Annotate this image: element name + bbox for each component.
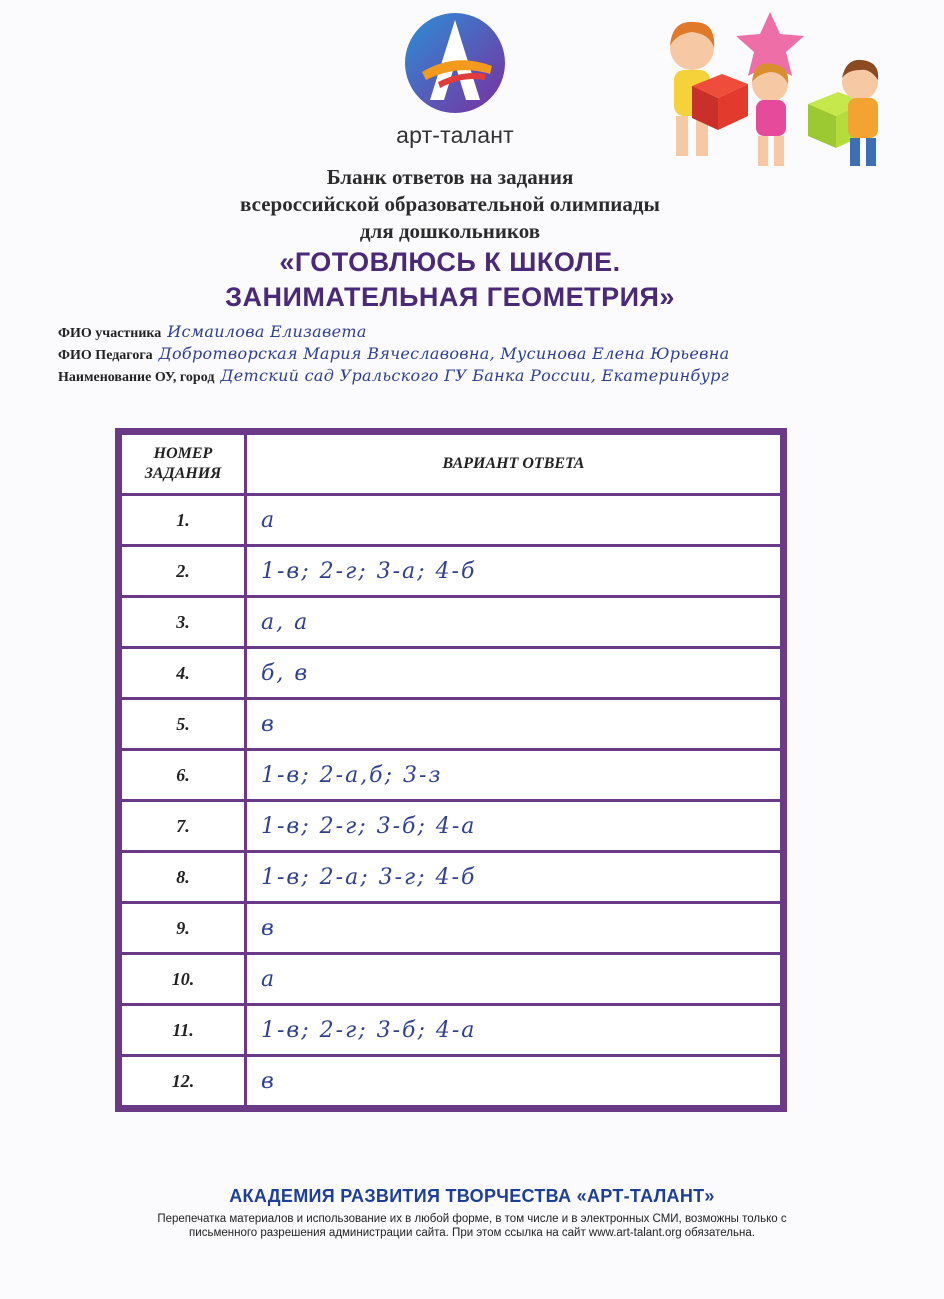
task-answer: в [246, 699, 782, 750]
task-answer: а [246, 954, 782, 1005]
footer-title: АКАДЕМИЯ РАЗВИТИЯ ТВОРЧЕСТВА «АРТ-ТАЛАНТ» [229, 1186, 715, 1206]
task-number: 5. [121, 699, 246, 750]
answer-table [115, 428, 787, 1112]
table-row [121, 495, 782, 546]
task-number: 8. [121, 852, 246, 903]
teacher-row [58, 344, 918, 366]
kids-with-shapes-illustration-icon [652, 8, 892, 173]
table-row [121, 699, 782, 750]
task-answer: 1-в; 2-г; 3-б; 4-а [246, 801, 782, 852]
task-answer: 1-в; 2-г; 3-б; 4-а [246, 1005, 782, 1056]
task-answer: б, в [246, 648, 782, 699]
olympiad-title-1: «ГОТОВЛЮСЬ К ШКОЛЕ. [279, 247, 621, 277]
teacher-value: Добротворская Мария Вячеславовна, Мусинова Елена Юрьевна [158, 344, 730, 363]
table-row [121, 954, 782, 1005]
task-number: 1. [121, 495, 246, 546]
participant-label: ФИО участника [58, 326, 162, 341]
footer-note-line-2: письменного разрешения администрации сайта. При этом ссылка на сайт www.art-talant.org обязательна. [189, 1227, 755, 1239]
table-row [121, 801, 782, 852]
table-row [121, 750, 782, 801]
heading-line-3: для дошкольников [359, 219, 541, 243]
task-number: 11. [121, 1005, 246, 1056]
task-answer: 1-в; 2-г; 3-а; 4-б [246, 546, 782, 597]
task-number: 3. [121, 597, 246, 648]
olympiad-title-2: ЗАНИМАТЕЛЬНАЯ ГЕОМЕТРИЯ» [225, 282, 675, 312]
header-answer: ВАРИАНТ ОТВЕТА [246, 434, 782, 495]
header-task-number: НОМЕР ЗАДАНИЯ [121, 434, 246, 495]
brand-name: арт-талант [396, 122, 514, 148]
task-answer: 1-в; 2-а,б; 3-з [246, 750, 782, 801]
table-row [121, 648, 782, 699]
table-row [121, 597, 782, 648]
table-row [121, 1056, 782, 1107]
task-number: 2. [121, 546, 246, 597]
table-row [121, 852, 782, 903]
participant-value: Исмаилова Елизавета [167, 322, 367, 341]
organization-value: Детский сад Уральского ГУ Банка России, Екатеринбург [220, 366, 730, 385]
task-answer: в [246, 903, 782, 954]
art-talant-logo-icon [400, 8, 510, 118]
footer-copyright-note [80, 1212, 864, 1240]
table-row [121, 903, 782, 954]
task-number: 6. [121, 750, 246, 801]
task-number: 10. [121, 954, 246, 1005]
task-number: 9. [121, 903, 246, 954]
heading-line-2: всероссийской образовательной олимпиады [240, 192, 660, 216]
task-answer: в [246, 1056, 782, 1107]
table-row [121, 546, 782, 597]
teacher-label: ФИО Педагога [58, 348, 153, 363]
task-number: 12. [121, 1056, 246, 1107]
organization-row [58, 366, 918, 388]
footer-note-line-1: Перепечатка материалов и использование их в любой форме, в том числе и в электронных СМИ, возможны только с [157, 1213, 787, 1225]
participant-info [58, 322, 918, 388]
table-row [121, 1005, 782, 1056]
task-answer: а [246, 495, 782, 546]
sheet-heading [120, 164, 780, 315]
participant-row [58, 322, 918, 344]
task-answer: а, а [246, 597, 782, 648]
task-number: 7. [121, 801, 246, 852]
task-answer: 1-в; 2-а; 3-г; 4-б [246, 852, 782, 903]
task-number: 4. [121, 648, 246, 699]
organization-label: Наименование ОУ, город [58, 370, 215, 385]
heading-line-1: Бланк ответов на задания [326, 165, 574, 189]
table-header-row [121, 434, 782, 495]
